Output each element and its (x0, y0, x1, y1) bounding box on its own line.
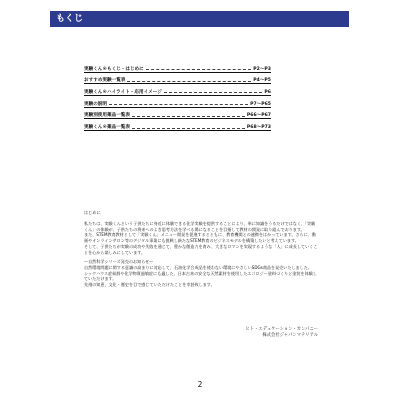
toc-entry-pages: P7～P65 (250, 101, 271, 107)
toc-entry-title: おすすめ実験一覧表 (84, 78, 126, 84)
signature-block (246, 327, 318, 339)
toc-leader (164, 92, 263, 93)
toc-row[interactable] (84, 84, 271, 96)
toc-entry-title: 実験くん®ハイライト・応用イメージ (84, 90, 162, 96)
toc-leader (132, 128, 245, 129)
toc-leader (132, 116, 245, 117)
toc-entry-pages: P4～P5 (253, 78, 271, 84)
intro-paragraph: 自然環境問題に関する意識の高まりに対応して、石油化学合成品を使わない環境にやさしいSDGs商品を発売いたしました。 (84, 264, 312, 270)
toc-entry-title: 実験の説明 (84, 101, 107, 107)
toc-entry-title: 実験別使用薬品一覧表 (84, 113, 130, 119)
page-number: 2 (197, 380, 203, 389)
intro-heading: はじめに (84, 210, 101, 215)
intro-paragraph: 私たちは、実験くんという子供たちに身近に体験できる化学実験を提供することにより、単に知識をうるだけではなく、「実験くん」の体験が、子供たちの将来へのよき思考方法を学べる場になることを目指して教材の開発に取り組んでおります。 (84, 221, 316, 232)
intro-body (84, 221, 318, 288)
toc-row[interactable] (84, 61, 271, 73)
toc-leader (146, 69, 252, 70)
table-of-contents (84, 61, 271, 131)
company-name: 株式会社ジャパンマテリアル (262, 333, 318, 339)
toc-entry-title: 実験くん®もくじ・はじめに (84, 66, 144, 72)
intro-paragraph: そして、子供たちが実験の成功や失敗を通じて、豊かな創造力を育み、大きなロマンを実現するような「人」に成長していくことを心から楽しみにしています。 (84, 243, 318, 255)
toc-header-bar (50, 11, 349, 27)
toc-row[interactable] (84, 119, 271, 131)
toc-row[interactable] (84, 108, 271, 120)
toc-entry-title: 実験くん®薬品一覧表 (84, 125, 130, 131)
toc-entry-pages: P66～P67 (246, 113, 271, 119)
intro-paragraph: シックハウス症候群や化学物質過敏症にも適した、日本古来の安全な天然素材を使用したエコロジー塗料づくりと塗装を体験していただけます。 (84, 270, 317, 282)
toc-leader (127, 81, 251, 82)
company-tagline: ヒト・エデュケーション・カンパニー (245, 327, 318, 332)
toc-heading: もくじ (56, 14, 84, 24)
announcement-title: ～自然科学シリーズ発売のお知らせ～ (84, 259, 154, 265)
toc-leader (109, 104, 248, 105)
toc-row[interactable] (84, 73, 271, 85)
toc-row[interactable] (84, 96, 271, 108)
intro-paragraph: 先週の知恵、文化・歴史を目で感じていただけたことを幸甚致します。 (84, 282, 215, 288)
toc-entry-pages: P6 (264, 90, 271, 96)
toc-entry-pages: P68～P73 (246, 125, 271, 131)
intro-paragraph: また、STEM教育教材として「実験くん」メニュー開発を促進するとともに、教育機関との連携をはかっています。さらに、動画やオンラインサロン等のデジタル事業にも挑戦し新たなSTEM教育のビジネスモデルを構築したいと考えています。 (84, 232, 316, 244)
toc-entry-pages: P2～P3 (253, 66, 271, 72)
